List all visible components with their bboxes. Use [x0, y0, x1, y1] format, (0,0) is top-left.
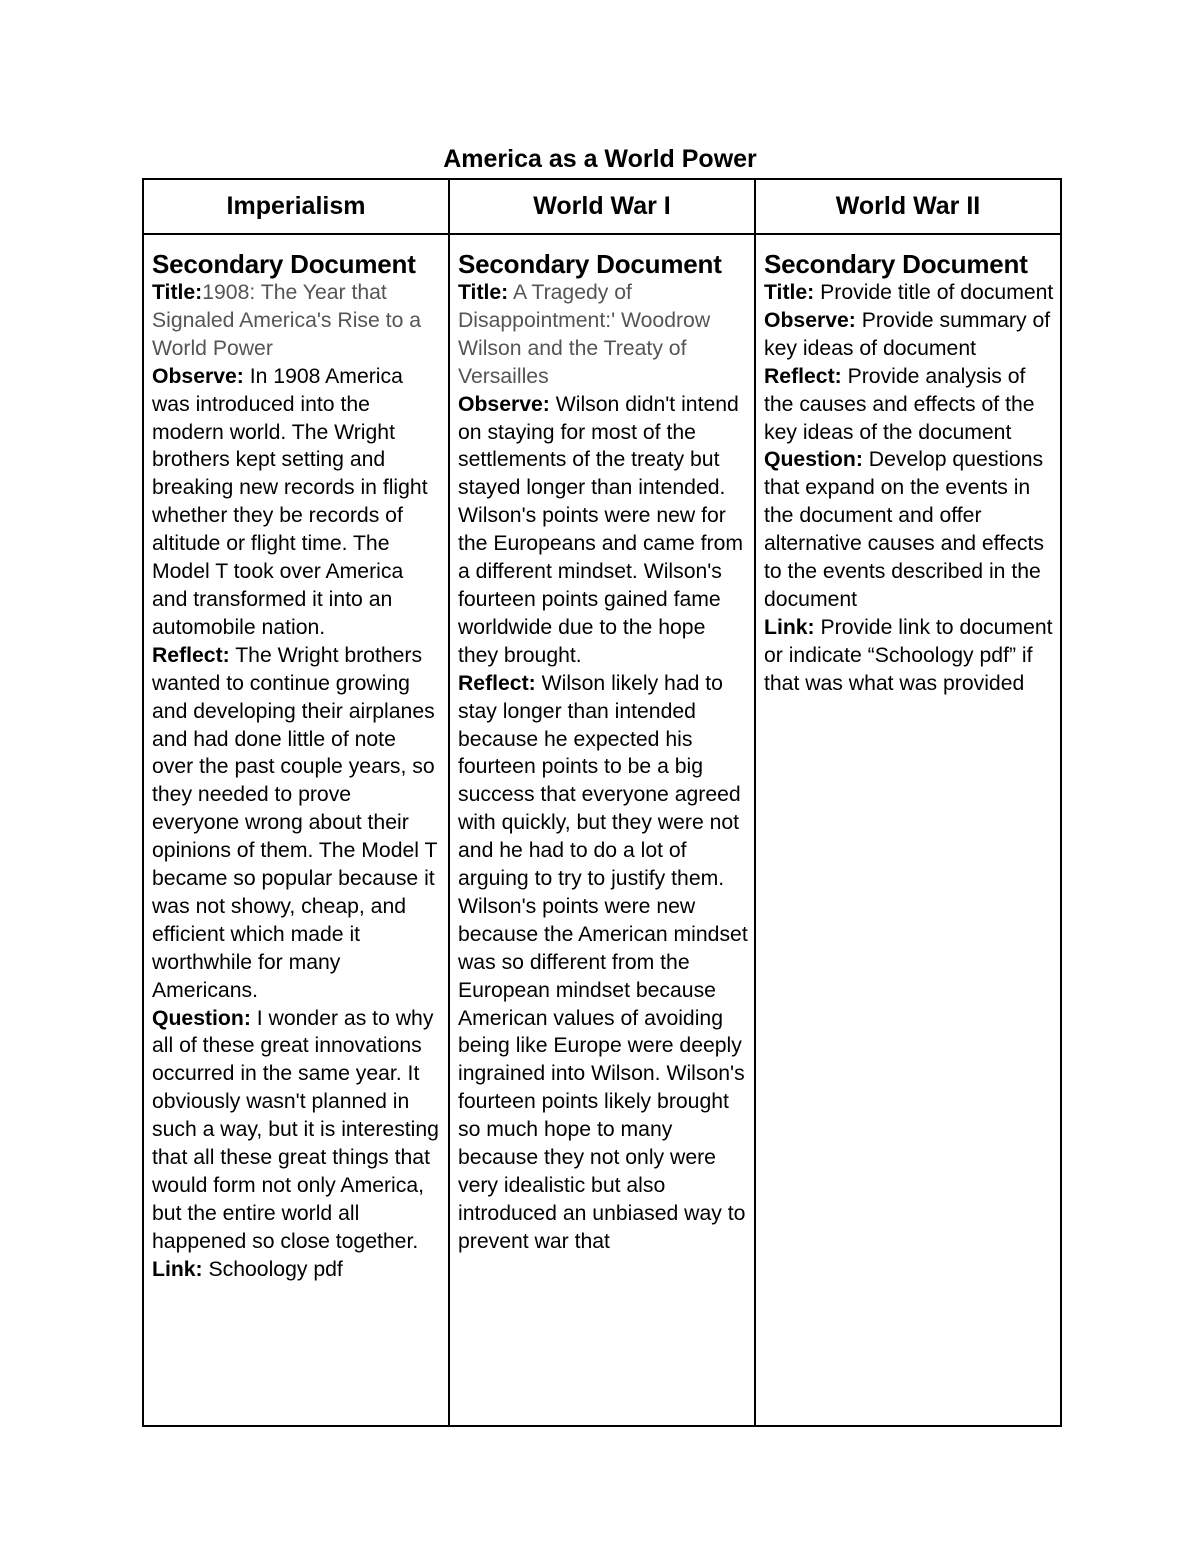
observe-label: Observe:	[764, 308, 856, 332]
title-value: Provide title of document	[820, 281, 1054, 304]
reflect-entry	[152, 642, 442, 1005]
question-text: I wonder as to why all of these great innovations occurred in the same year. It obviously wasn't planned in such a way, but it is interesting that all these great things that would form not only America, but the entire world all happened so close together.	[152, 1006, 439, 1253]
cell-world-war-2	[755, 234, 1061, 1426]
cell-world-war-1	[449, 234, 755, 1426]
title-label: Title:	[458, 281, 509, 304]
observe-entry	[764, 307, 1054, 363]
comparison-table	[142, 178, 1062, 1427]
reflect-label: Reflect:	[764, 364, 842, 388]
column-header-world-war-2: World War II	[755, 179, 1061, 234]
title-label: Title:	[152, 281, 203, 304]
title-value: 1908: The Year that Signaled America's Rise to a World Power	[152, 281, 422, 360]
question-entry	[152, 1005, 442, 1256]
link-label: Link:	[764, 615, 815, 639]
observe-label: Observe:	[458, 392, 550, 416]
reflect-text: Wilson likely had to stay longer than intended because he expected his fourteen points to be a big success that everyone agreed with quickly, but they were not and he had to do a lot of arguing to try to justify them. Wilson's points were new because the American mindset was so different from the European mindset because American values of avoiding being like Europe were deeply ingrained into Wilson. Wilson's fourteen points likely brought so much hope to many because they not only were very idealistic but also introduced an unbiased way to prevent war that	[458, 671, 748, 1253]
reflect-text: The Wright brothers wanted to continue growing and developing their airplanes and had done little of note over the past couple years, so they needed to prove everyone wrong about their opinions of them. The Model T became so popular because it was not showy, cheap, and efficient which made it worthwhile for many Americans.	[152, 643, 438, 1002]
reflect-entry	[764, 363, 1054, 447]
question-text: Develop questions that expand on the events in the document and offer alternative causes and effects to the events described in the document	[764, 448, 1044, 611]
observe-text: In 1908 America was introduced into the modern world. The Wright brothers kept setting and breaking new records in flight whether they be records of altitude or flight time. The Model T took over America and transformed it into an automobile nation.	[152, 364, 428, 639]
question-label: Question:	[764, 448, 863, 472]
column-header-world-war-1: World War I	[449, 179, 755, 234]
observe-label: Observe:	[152, 364, 244, 388]
observe-entry	[458, 391, 748, 670]
section-heading: Secondary Document	[152, 249, 416, 279]
cell-imperialism	[143, 234, 449, 1426]
question-entry	[764, 446, 1054, 613]
link-text: Provide link to document or indicate “Schoology pdf” if that was what was provided	[764, 615, 1053, 695]
link-entry	[152, 1256, 442, 1284]
title-value: A Tragedy of Disappointment:' Woodrow Wilson and the Treaty of Versailles	[458, 281, 711, 388]
content-row	[143, 234, 1061, 1426]
section-heading: Secondary Document	[458, 249, 722, 279]
section-heading: Secondary Document	[764, 249, 1028, 279]
link-label: Link:	[152, 1257, 203, 1281]
document-title: America as a World Power	[443, 145, 757, 173]
observe-text: Wilson didn't intend on staying for most of the settlements of the treaty but stayed longer than intended. Wilson's points were new for the Europeans and came from a different mindset. Wilson's fourteen points gained fame worldwide due to the hope they brought.	[458, 392, 744, 667]
link-entry	[764, 614, 1054, 698]
header-row	[143, 179, 1061, 234]
link-text: Schoology pdf	[208, 1257, 343, 1281]
title-entry	[458, 279, 748, 391]
title-entry	[152, 279, 442, 363]
question-label: Question:	[152, 1006, 251, 1030]
reflect-entry	[458, 670, 748, 1256]
observe-text: Provide summary of key ideas of document	[764, 308, 1051, 360]
reflect-label: Reflect:	[152, 643, 230, 667]
reflect-label: Reflect:	[458, 671, 536, 695]
title-entry	[764, 279, 1054, 307]
reflect-text: Provide analysis of the causes and effects of the key ideas of the document	[764, 364, 1035, 444]
title-label: Title:	[764, 281, 815, 304]
observe-entry	[152, 363, 442, 642]
column-header-imperialism: Imperialism	[143, 179, 449, 234]
